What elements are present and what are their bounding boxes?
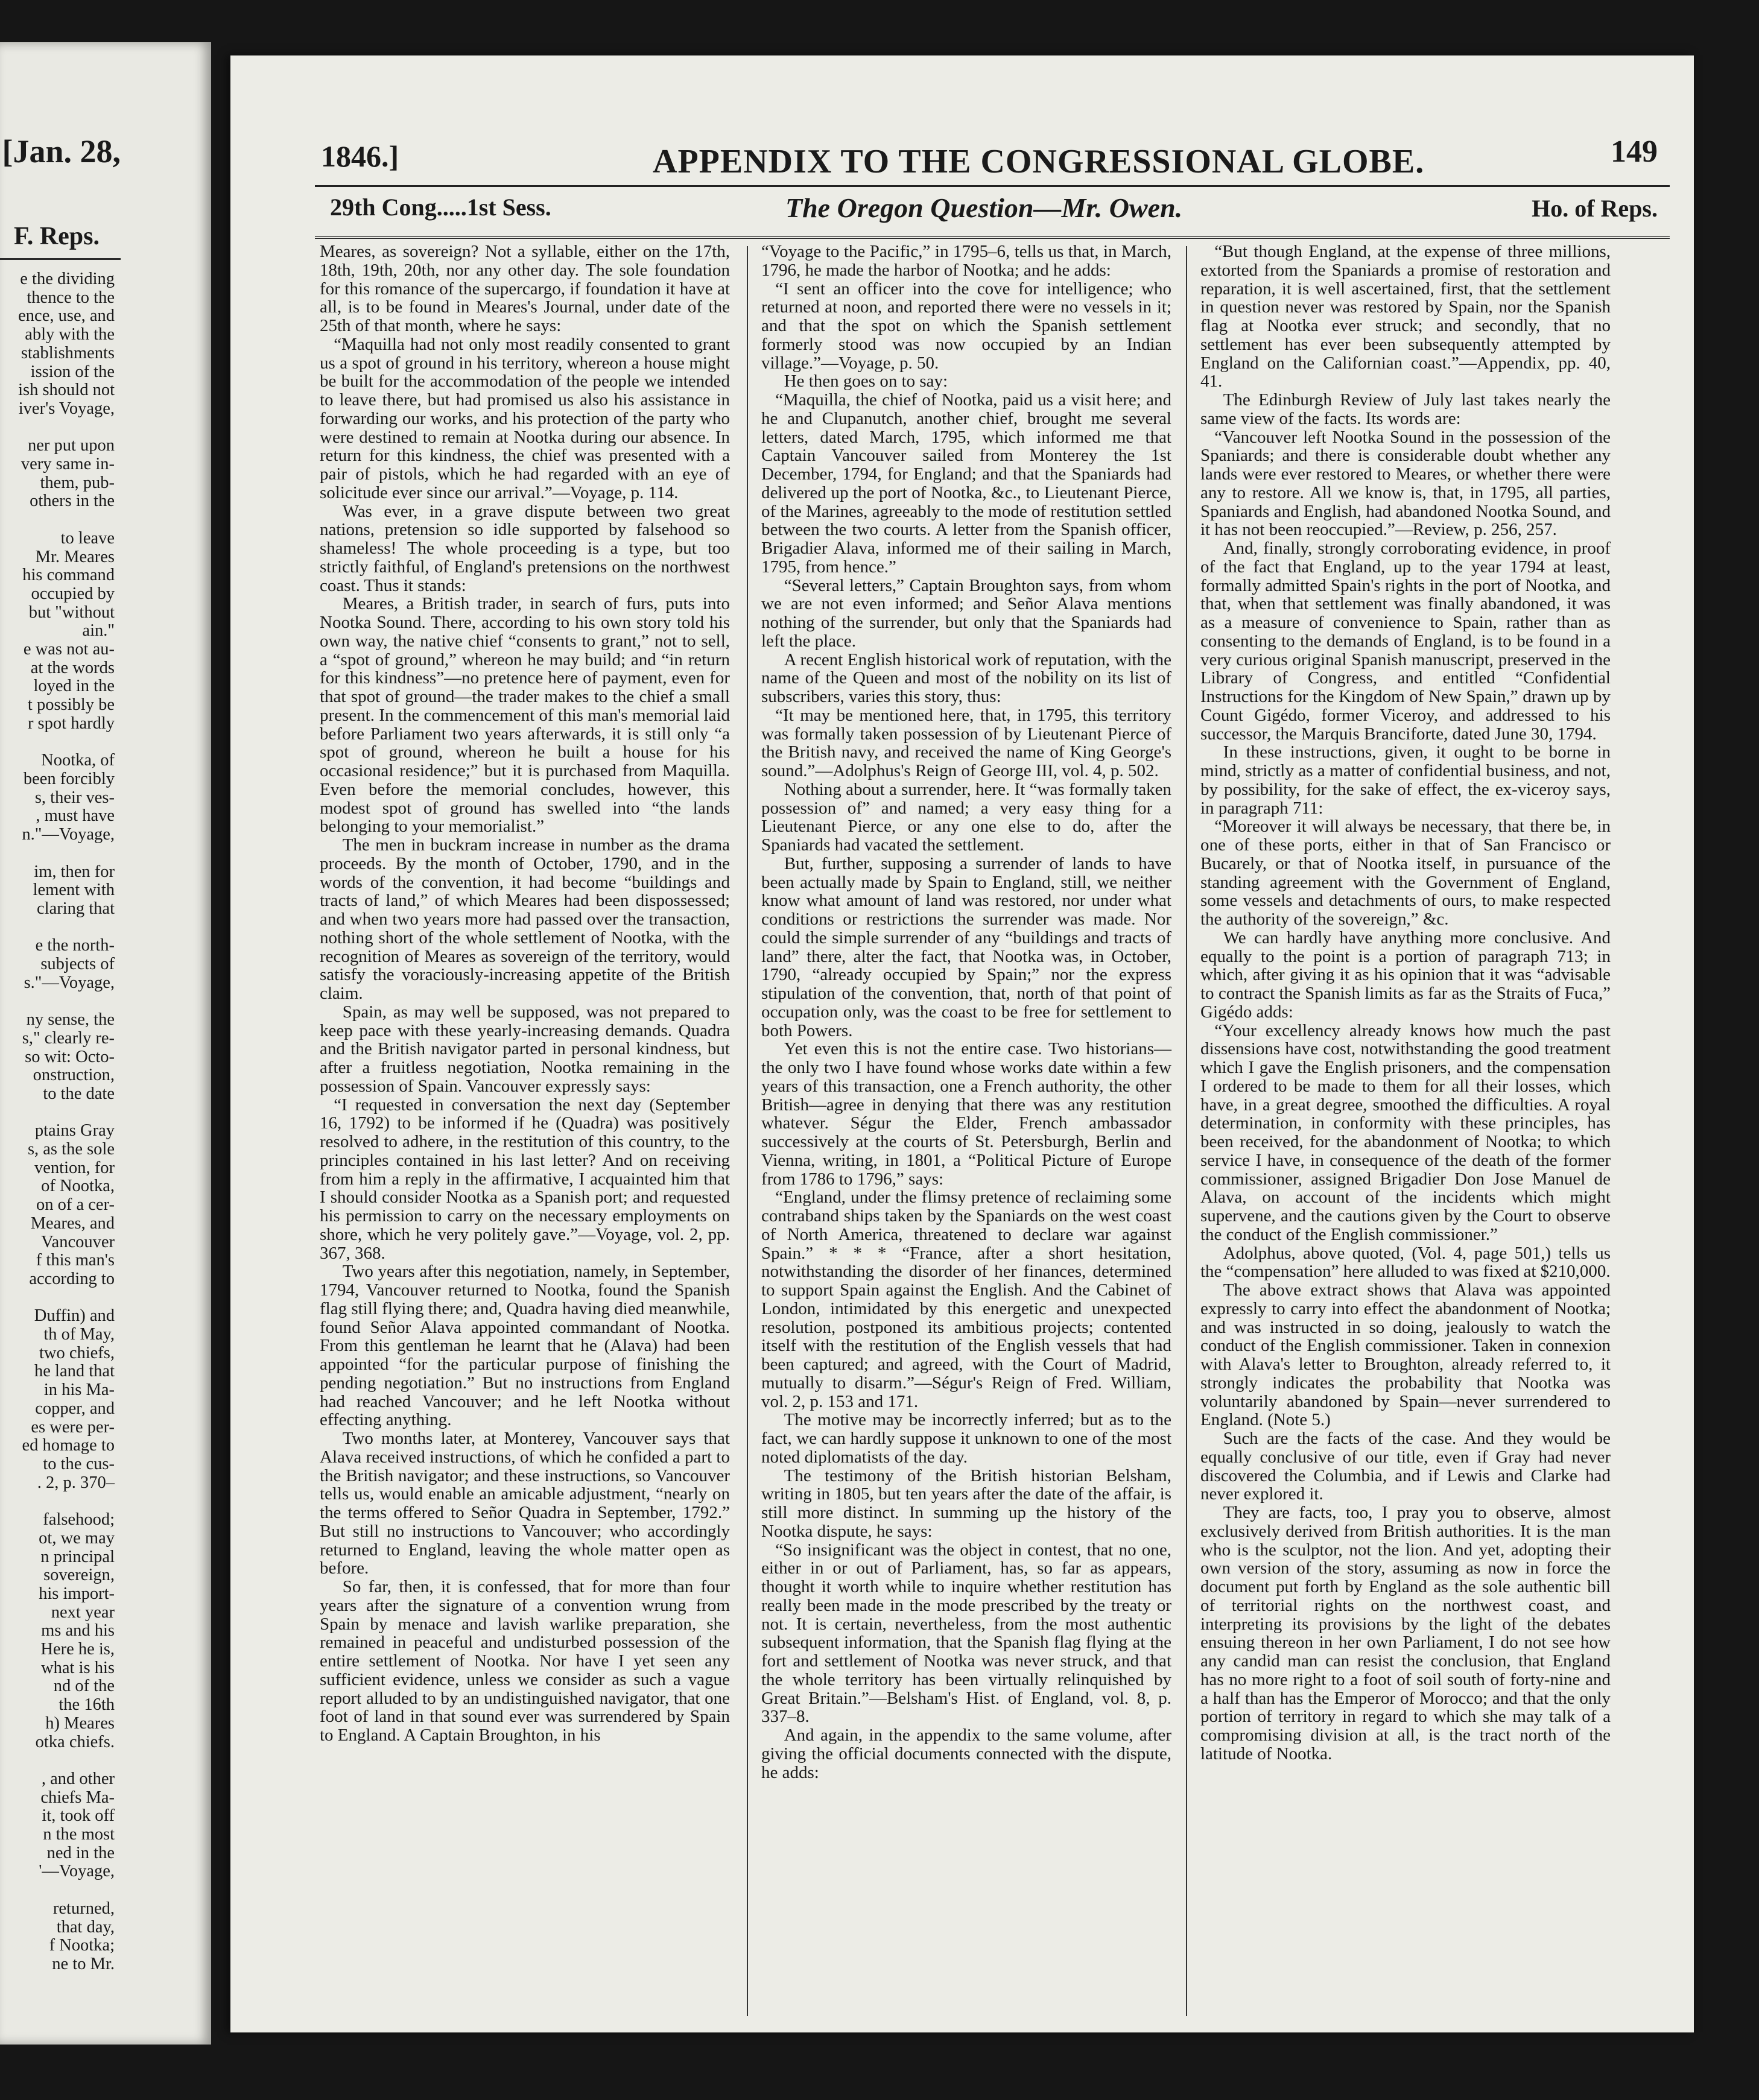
previous-page-line: two chiefs, bbox=[39, 1343, 115, 1362]
previous-page-line: e the north- bbox=[35, 936, 115, 955]
subject-title: The Oregon Question—Mr. Owen. bbox=[785, 192, 1183, 223]
body-paragraph: The motive may be incorrectly inferred; but as to the fact, we can hardly suppose it unknown to one of the most noted diplomatists of the day. bbox=[761, 1410, 1171, 1467]
text-column-1 bbox=[320, 242, 730, 1745]
previous-page-line: ne to Mr. bbox=[52, 1954, 115, 1973]
body-paragraph: The Edinburgh Review of July last takes nearly the same view of the facts. Its words are: bbox=[1200, 390, 1611, 428]
previous-page-line: Vancouver bbox=[41, 1232, 115, 1251]
previous-page-line: Meares, and bbox=[30, 1213, 115, 1233]
document-page bbox=[230, 55, 1694, 2032]
previous-page-line: ner put upon bbox=[27, 436, 115, 455]
previous-page-line: n principal bbox=[40, 1547, 115, 1566]
previous-page-line: that day, bbox=[56, 1917, 115, 1937]
previous-page-line bbox=[0, 1104, 115, 1122]
previous-page-line: very same in- bbox=[21, 455, 115, 474]
previous-page-line: returned, bbox=[52, 1899, 115, 1918]
previous-page-line bbox=[0, 1492, 115, 1511]
previous-page-line bbox=[0, 844, 115, 863]
previous-page-line: thence to the bbox=[27, 288, 115, 307]
previous-page-line: f Nootka; bbox=[49, 1936, 115, 1955]
previous-page-line: loyed in the bbox=[33, 677, 115, 696]
previous-page-line: f this man's bbox=[36, 1251, 115, 1270]
previous-page-line bbox=[0, 1289, 115, 1308]
previous-page-line: claring that bbox=[37, 899, 115, 918]
previous-page-line: im, then for bbox=[34, 862, 115, 881]
previous-page-strip bbox=[0, 42, 211, 2045]
previous-page-line: stablishments bbox=[21, 343, 115, 362]
previous-page-column bbox=[0, 270, 115, 1974]
previous-page-line: them, pub- bbox=[40, 473, 115, 492]
body-paragraph: We can hardly have anything more conclusive. And equally to the point is a portion of paragraph 713; in which, after giving it as his opinion that it was “advisable to contract the Spanish limits as far as the Straits of Fuca,” Gigédo adds: bbox=[1200, 928, 1611, 1022]
previous-page-line: falsehood; bbox=[43, 1510, 115, 1529]
previous-page-line: , and other bbox=[41, 1769, 115, 1788]
previous-page-line: to the cus- bbox=[43, 1455, 115, 1473]
text-column-3 bbox=[1200, 242, 1611, 1763]
previous-page-line: n the most bbox=[43, 1825, 115, 1844]
quotation-paragraph: “England, under the flimsy pretence of reclaiming some contraband ships taken by the Spaniards on the west coast of North America, threatened to declare war against Spain.” * * * “France, after a short hesitation, notwithstanding the disorder of her finances, determined to support Spain against the English. And the Cabinet of London, intimidated by this energetic and unexpected resolution, postponed its ambitious projects; contented itself with the restitution of the English vessels that had been captured; and agreed, with the Court of Madrid, mutually to disarm.”—Ségur's Reign of Fred. William, vol. 2, p. 153 and 171. bbox=[761, 1188, 1171, 1411]
previous-page-line bbox=[0, 1751, 115, 1770]
previous-page-line: ptains Gray bbox=[34, 1121, 115, 1140]
quotation-paragraph: “So insignificant was the object in contest, that no one, either in or out of Parliament, has, so far as appears, thought it worth while to inquire whether restitution has really been made in the mode prescribed by the treaty or not. It is certain, nevertheless, from the most authentic subsequent information, that the Spanish flag flying at the fort and settlement of Nootka was never struck, and that the whole territory has been virtually relinquished by Great Britain.”—Belsham's Hist. of England, vol. 8, p. 337–8. bbox=[761, 1540, 1171, 1727]
previous-page-date: [Jan. 28, bbox=[2, 133, 121, 169]
quotation-paragraph: “I sent an officer into the cove for intelligence; who returned at noon, and reported there were no vessels in it; and that the spot on which the Spanish settlement formerly stood was now occupied by an Indian village.”—Voyage, p. 50. bbox=[761, 279, 1171, 373]
previous-page-line: s."—Voyage, bbox=[24, 973, 115, 992]
previous-page-line: Mr. Meares bbox=[35, 547, 115, 566]
body-paragraph: He then goes on to say: bbox=[784, 372, 948, 391]
column-divider-1 bbox=[747, 246, 748, 2016]
previous-page-line bbox=[0, 511, 115, 530]
body-paragraph: The men in buckram increase in number as the drama proceeds. By the month of October, 1790, and in the words of the convention, it had become “buildings and tracts of land,” of which Meares had been dispossessed; and when two years more had passed over the transaction, nothing short of the whole settlement of Nootka, with the recognition of Meares as sovereign of the territory, would satisfy the voraciously-increasing appetite of the British claim. bbox=[320, 835, 730, 1003]
session-label: 29th Cong.....1st Sess. bbox=[330, 194, 551, 221]
previous-page-line: ence, use, and bbox=[18, 306, 115, 326]
body-paragraph: But, further, supposing a surrender of lands to have been actually made by Spain to England, still, we neither know what amount of land was restored, nor under what conditions or restrictions the surrender was made. Nor could the simple surrender of any “buildings and tracts of land” there, alter the fact, that Nootka was, in October, 1790, “already occupied by Spain;” nor the express stipulation of the convention, that, north of that point of occupation only, was the coast to be free for settlement to both Powers. bbox=[761, 853, 1171, 1040]
previous-page-line: but "without bbox=[28, 602, 115, 622]
body-paragraph: The above extract shows that Alava was appointed expressly to carry into effect the abandonment of Nootka; and was instructed in so doing, jealously to watch the conduct of the English commissioner. Taken in connexion with Alava's letter to Broughton, already referred to, it strongly indicates the probability that Nootka was voluntarily abandoned by Spain—never surrendered to England. (Note 5.) bbox=[1200, 1280, 1611, 1430]
previous-page-line: at the words bbox=[30, 658, 115, 677]
quotation-paragraph: “It may be mentioned here, that, in 1795, this territory was formally taken possession of by Lieutenant Pierce of the British navy, and received the name of King George's sound.”—Adolphus's Reign of George III, vol. 4, p. 502. bbox=[761, 705, 1171, 780]
text-column-2 bbox=[761, 242, 1171, 1782]
previous-page-line: lement with bbox=[33, 881, 115, 900]
body-paragraph: Two months later, at Monterey, Vancouver says that Alava received instructions, of which he confided a part to the British navigator; and these instructions, so Vancouver tells us, would enable an amicable adjustment, “nearly on the terms offered to Señor Quadra in September, 1792.” But still no instructions to Vancouver; who accordingly returned to England, leaving the whole matter open as before. bbox=[320, 1429, 730, 1578]
previous-page-line: '—Voyage, bbox=[39, 1862, 115, 1881]
body-paragraph: In these instructions, given, it ought to be borne in mind, strictly as a matter of confidential business, and not, by possibility, for the sake of effect, the ex-viceroy says, in paragraph 711: bbox=[1200, 742, 1611, 818]
previous-page-line: ain." bbox=[82, 621, 115, 640]
previous-page-line: he land that bbox=[34, 1362, 115, 1381]
previous-page-house: F. Reps. bbox=[14, 223, 100, 250]
body-paragraph: The testimony of the British historian Belsham, writing in 1805, but ten years after the date of the affair, is still more distinct. In summing up the history of the Nootka dispute, he says: bbox=[761, 1466, 1171, 1541]
body-paragraph: Adolphus, above quoted, (Vol. 4, page 501,) tells us the “compensation” here alluded to was fixed at $210,000. bbox=[1200, 1243, 1611, 1282]
previous-page-line: es were per- bbox=[31, 1417, 115, 1437]
body-paragraph: Was ever, in a grave dispute between two great nations, pretension so idle supported by falsehood so shameless! The whole proceeding is a type, but too strictly faithful, of England's pretensions on the northwest coast. Thus it stands: bbox=[320, 501, 730, 595]
previous-page-line: of Nootka, bbox=[41, 1177, 115, 1196]
body-paragraph: Nothing about a surrender, here. It “was formally taken possession of” and named; a very easy thing for a Lieutenant Pierce, or any one else to do, after the Spaniards had vacated the settlement. bbox=[761, 779, 1171, 855]
previous-page-line: ed homage to bbox=[22, 1436, 115, 1455]
body-paragraph: Meares, a British trader, in search of furs, puts into Nootka Sound. There, according to his own story told his own way, the native chief “consents to grant,” not to sell, a “spot of ground,” whereon he may build; and “in return for this kindness”—no pretence here of payment, even for that spot of ground—the trader makes to the chief a small present. In the commencement of this man's memorial laid before Parliament two years afterwards, it is still only “a spot of ground, whereon he built a house for his occasional residence;” but it is purchased from Maquilla. Even before the memorial concludes, however, this modest spot of ground has swelled into “the lands belonging to your memorialist.” bbox=[320, 594, 730, 837]
previous-page-line: copper, and bbox=[35, 1399, 115, 1418]
house-label: Ho. of Reps. bbox=[1532, 195, 1658, 222]
body-paragraph: Two years after this negotiation, namely, in September, 1794, Vancouver returned to Nootka, found the Spanish flag still flying there; and, Quadra having died meanwhile, found Señor Alava appointed commandant of Nootka. From this gentleman he learnt that he (Alava) had been appointed “for the particular purpose of finishing the pending negotiation.” But no instructions from England had reached Vancouver; and he left Nootka without effecting anything. bbox=[320, 1262, 730, 1430]
previous-page-line: it, took off bbox=[42, 1806, 115, 1826]
previous-page-line: s," clearly re- bbox=[22, 1028, 115, 1048]
body-paragraph: And, finally, strongly corroborating evidence, in proof of the fact that England, up to the year 1794 at least, formally admitted Spain's rights in the port of Nootka, and that, when that settlement was finally abandoned, it was as a measure of convenience to Spain, rather than as consenting to the demands of England, is to be found in a very curious original Spanish manuscript, preserved in the Library of Congress, and entitled “Confidential Instructions for the Kingdom of New Spain,” drawn up by Count Gigédo, former Viceroy, and addressed to his successor, the Marquis Branciforte, dated June 30, 1794. bbox=[1200, 539, 1611, 744]
previous-page-line: his command bbox=[22, 566, 115, 585]
header-title: APPENDIX TO THE CONGRESSIONAL GLOBE. bbox=[653, 143, 1425, 180]
previous-page-line: according to bbox=[29, 1269, 115, 1288]
body-paragraph: Spain, as may well be supposed, was not prepared to keep pace with these yearly-increasing demands. Quadra and the British navigator parted in personal kindness, but after a fruitless negotiation, Nootka remaining in the possession of Spain. Vancouver expressly says: bbox=[320, 1002, 730, 1096]
body-paragraph: So far, then, it is confessed, that for more than four years after the signature of a convention wrung from Spain by menace and lavish warlike preparation, she remained in peaceful and undisturbed possession of the entire settlement of Nootka. Nor have I yet seen any sufficient evidence, unless we consider as such a vague report alluded to by an undistinguished navigator, that one foot of land in that sound ever was surrendered by Spain to England. A Captain Broughton, in his bbox=[320, 1577, 730, 1745]
previous-page-line: to the date bbox=[43, 1084, 115, 1103]
previous-page-line bbox=[0, 992, 115, 1011]
previous-page-line: been forcibly bbox=[23, 769, 115, 788]
column-divider-2 bbox=[1186, 246, 1187, 2016]
previous-page-line: occupied by bbox=[31, 584, 115, 603]
previous-page-line: the 16th bbox=[59, 1695, 115, 1715]
header-rule bbox=[315, 185, 1670, 187]
previous-page-line: Nootka, of bbox=[41, 751, 115, 770]
previous-page-line: ned in the bbox=[46, 1843, 115, 1862]
previous-page-line: t possibly be bbox=[27, 695, 115, 715]
previous-page-line: n."—Voyage, bbox=[22, 825, 115, 844]
previous-page-line: ny sense, the bbox=[26, 1010, 115, 1029]
previous-page-line: ms and his bbox=[41, 1621, 115, 1640]
previous-page-line: others in the bbox=[30, 492, 115, 511]
previous-page-line: to leave bbox=[60, 528, 115, 548]
body-paragraph: Such are the facts of the case. And they would be equally conclusive of our title, even if Gray had never discovered the Columbia, and if Lewis and Clarke had never explored it. bbox=[1200, 1429, 1611, 1504]
previous-page-line: iver's Voyage, bbox=[18, 399, 115, 418]
previous-page-line: sovereign, bbox=[43, 1566, 115, 1585]
previous-page-line bbox=[0, 919, 115, 937]
previous-page-line: next year bbox=[51, 1602, 115, 1622]
previous-page-rule bbox=[0, 258, 121, 260]
quotation-paragraph: “Your excellency already knows how much the past dissensions have cost, notwithstanding the good treatment which I gave the English prisoners, and the compensation I ordered to be made to them for all their losses, which have, in a great degree, smoothed the difficulties. A royal determination, in conformity with these principles, has been received, for the abandonment of Nootka; to which service I have, in consequence of the death of the former commissioner, assigned Brigadier Don Jose Manuel de Alava, on account of the incidents which might supervene, and the cautions given by the Court to observe the conduct of the English commissioner.” bbox=[1200, 1020, 1611, 1244]
previous-page-line: . 2, p. 370– bbox=[37, 1473, 115, 1492]
quotation-paragraph: “Maquilla, the chief of Nootka, paid us a visit here; and he and Clupanutch, another chief, brought me several letters, dated March, 1795, which informed me that Captain Vancouver sailed from Monterey the 1st December, 1794, for England; and that the Spaniards had delivered up the port of Nootka, &c., to Lieutenant Pierce, of the Marines, agreeably to the mode of restitution settled between the two courts. A letter from the Spanish officer, Brigadier Alava, informed me of their sailing in March, 1795, from hence.” bbox=[761, 390, 1171, 577]
body-paragraph: Meares, as sovereign? Not a syllable, either on the 17th, 18th, 19th, 20th, nor any other day. The sole foundation for this romance of the supercargo, if foundation it have at all, is to be found in Meares's Journal, under date of the 25th of that month, where he says: bbox=[320, 242, 730, 335]
quotation-paragraph: “Vancouver left Nootka Sound in the possession of the Spaniards; and there is considerable doubt whether any lands were ever restored to Meares, or whether there were any to restore. All we know is, that, in 1795, all parties, Spaniards and English, had abandoned Nootka Sound, and it has not been reoccupied.”—Review, p. 256, 257. bbox=[1200, 427, 1611, 540]
quotation-paragraph: “But though England, at the expense of three millions, extorted from the Spaniards a promise of restoration and reparation, it is well ascertained, first, that the settlement in question never was restored by Spain, nor the Spanish flag at Nootka ever struck; and secondly, that no settlement has ever been subsequently attempted by England on the Californian coast.”—Appendix, pp. 40, 41. bbox=[1200, 242, 1611, 391]
quotation-paragraph: “Maquilla had not only most readily consented to grant us a spot of ground in his territory, whereon a house might be built for the accommodation of the people we intended to leave there, but had promised us also his assistance in forwarding our works, and his protection of the party who were destined to remain at Nootka during our absence. In return for this kindness, the chief was presented with a pair of pistols, which he had regarded with an eye of solicitude ever since our arrival.”—Voyage, p. 114. bbox=[320, 334, 730, 502]
previous-page-line bbox=[0, 1881, 115, 1900]
previous-page-line: Duffin) and bbox=[34, 1306, 115, 1326]
previous-page-line bbox=[0, 733, 115, 752]
previous-page-line: vention, for bbox=[34, 1158, 115, 1177]
previous-page-line: nd of the bbox=[53, 1677, 115, 1696]
previous-page-line: on of a cer- bbox=[36, 1195, 115, 1215]
previous-page-line: what is his bbox=[41, 1658, 115, 1677]
body-paragraph: “Voyage to the Pacific,” in 1795–6, tells us that, in March, 1796, he made the harbor of Nootka; and he adds: bbox=[761, 242, 1171, 280]
previous-page-line: chiefs Ma- bbox=[40, 1788, 115, 1807]
previous-page-line: in his Ma- bbox=[43, 1380, 115, 1400]
previous-page-line: h) Meares bbox=[45, 1713, 115, 1733]
previous-page-line: ission of the bbox=[30, 362, 115, 381]
previous-page-line: ish should not bbox=[18, 381, 115, 400]
previous-page-line: Here he is, bbox=[40, 1640, 115, 1659]
previous-page-line: s, as the sole bbox=[27, 1140, 115, 1159]
body-paragraph: A recent English historical work of reputation, with the name of the Queen and most of the nobility on its list of subscribers, varies this story, thus: bbox=[761, 650, 1171, 706]
previous-page-line bbox=[0, 419, 115, 437]
previous-page-line: e the dividing bbox=[20, 270, 115, 288]
previous-page-line: otka chiefs. bbox=[35, 1732, 115, 1751]
body-paragraph: And again, in the appendix to the same volume, after giving the official documents connected with the dispute, he adds: bbox=[761, 1725, 1171, 1782]
header-year: 1846.] bbox=[321, 139, 399, 173]
body-paragraph: They are facts, too, I pray you to observe, almost exclusively derived from British authorities. It is the man who is the sculptor, not the lion. And yet, adopting their own version of the story, assuming as now in force the document put forth by England as the sole authentic bill of territorial rights on the northwest coast, and interpreting its provisions by the light of the debates ensuing thereon in her own Parliament, I do not see how any candid man can resist the conclusion, that England has no more right to a foot of soil south of forty-nine and a half than has the Emperor of Morocco; and that the only portion of territory in regard to which she may talk of a compromising division at all, is the tract north of the latitude of Nootka. bbox=[1200, 1503, 1611, 1763]
quotation-paragraph: “I requested in conversation the next day (September 16, 1792) to be informed if he (Quadra) was positively resolved to adhere, in the restitution of this country, to the principles contained in his last letter? And on receiving from him a reply in the affirmative, I acquainted him that I should consider Nootka as a Spanish port; and requested his permission to carry on the necessary employments on shore, which he very politely gave.”—Voyage, vol. 2, pp. 367, 368. bbox=[320, 1095, 730, 1263]
subheader-rule bbox=[315, 236, 1670, 241]
previous-page-line: onstruction, bbox=[33, 1066, 115, 1085]
previous-page-line: ably with the bbox=[25, 325, 115, 344]
previous-page-line: e was not au- bbox=[23, 640, 115, 659]
quotation-paragraph: “Moreover it will always be necessary, that there be, in one of these ports, either in that of San Francisco or Bucarely, or that of Nootka itself, in pursuance of the standing agreement with the Government of England, some vessels and detachments of ours, to make respected the authority of the sovereign,” &c. bbox=[1200, 817, 1611, 929]
previous-page-line: subjects of bbox=[40, 955, 115, 974]
body-paragraph: Yet even this is not the entire case. Two historians—the only two I have found whose works date within a few years of this transaction, one a French authority, the other British—agree in denying that there was any restitution whatever. Ségur the Elder, French ambassador successively at the courts of St. Petersburgh, Berlin and Vienna, writing, in 1801, a “Political Picture of Europe from 1786 to 1796,” says: bbox=[761, 1039, 1171, 1189]
previous-page-line: ot, we may bbox=[39, 1528, 115, 1548]
previous-page-line: so wit: Octo- bbox=[25, 1047, 115, 1066]
page-number: 149 bbox=[1611, 134, 1658, 169]
previous-page-line: , must have bbox=[36, 806, 115, 826]
previous-page-line: r spot hardly bbox=[27, 713, 115, 733]
body-paragraph: “Several letters,” Captain Broughton says, from whom we are not even informed; and Señor Alava mentions nothing of the surrender, but only that the Spaniards had left the place. bbox=[761, 575, 1171, 651]
previous-page-line: his import- bbox=[39, 1584, 115, 1603]
previous-page-line: th of May, bbox=[43, 1325, 115, 1344]
previous-page-line: s, their ves- bbox=[34, 788, 115, 807]
